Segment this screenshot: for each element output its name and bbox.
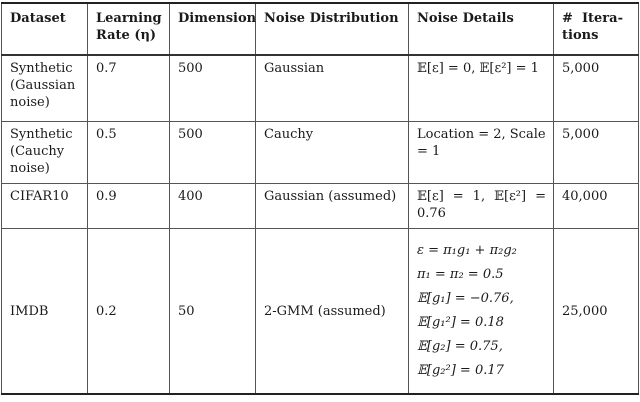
header-iterations [554, 3, 639, 55]
header-dimension: Dimension [170, 3, 256, 55]
noise-detail-line: π₁ = π₂ = 0.5 [417, 267, 504, 282]
header-learning-rate-line1: Learning [96, 11, 162, 26]
cell-noise-details: 𝔼[ε] = 0, 𝔼[ε²] = 1 [409, 55, 554, 122]
cell-iterations: 25,000 [554, 229, 639, 395]
table-row [2, 184, 639, 229]
header-iterations-line1: # Itera- [562, 11, 623, 26]
cell-iterations: 5,000 [554, 122, 639, 184]
cell-dimension: 50 [170, 229, 256, 395]
cell-dimension: 500 [170, 55, 256, 122]
cell-iterations: 40,000 [554, 184, 639, 229]
header-row [2, 3, 639, 55]
cell-noise-distribution: Gaussian [256, 55, 409, 122]
noise-detail-line: 𝔼[g₂²] = 0.17 [417, 363, 504, 378]
cell-noise-details [409, 229, 554, 395]
cell-dimension: 500 [170, 122, 256, 184]
noise-detail-line: 𝔼[g₁²] = 0.18 [417, 315, 504, 330]
header-learning-rate-line2: Rate (η) [96, 28, 157, 43]
noise-detail-line: 𝔼[g₁] = −0.76, [417, 291, 514, 306]
header-learning-rate [88, 3, 170, 55]
cell-dataset: Synthetic (Gaussian noise) [2, 55, 88, 122]
cell-learning-rate: 0.9 [88, 184, 170, 229]
experiment-settings-table [1, 2, 639, 395]
header-noise-distribution: Noise Distribution [256, 3, 409, 55]
cell-noise-distribution: Cauchy [256, 122, 409, 184]
header-noise-details: Noise Details [409, 3, 554, 55]
noise-detail-line: 𝔼[g₂] = 0.75, [417, 339, 503, 354]
cell-learning-rate: 0.2 [88, 229, 170, 395]
cell-learning-rate: 0.7 [88, 55, 170, 122]
cell-learning-rate: 0.5 [88, 122, 170, 184]
cell-dataset: Synthetic (Cauchy noise) [2, 122, 88, 184]
cell-dimension: 400 [170, 184, 256, 229]
cell-noise-details: Location = 2, Scale = 1 [409, 122, 554, 184]
table-row [2, 229, 639, 395]
cell-noise-distribution: Gaussian (assumed) [256, 184, 409, 229]
table-row [2, 55, 639, 122]
cell-noise-details: 𝔼[ε] = 1, 𝔼[ε²] = 0.76 [409, 184, 554, 229]
cell-noise-distribution: 2-GMM (assumed) [256, 229, 409, 395]
header-dataset: Dataset [2, 3, 88, 55]
noise-detail-line: ε = π₁g₁ + π₂g₂ [417, 243, 517, 258]
cell-dataset: CIFAR10 [2, 184, 88, 229]
header-iterations-line2: tions [562, 28, 599, 43]
cell-iterations: 5,000 [554, 55, 639, 122]
table-row [2, 122, 639, 184]
cell-dataset: IMDB [2, 229, 88, 395]
